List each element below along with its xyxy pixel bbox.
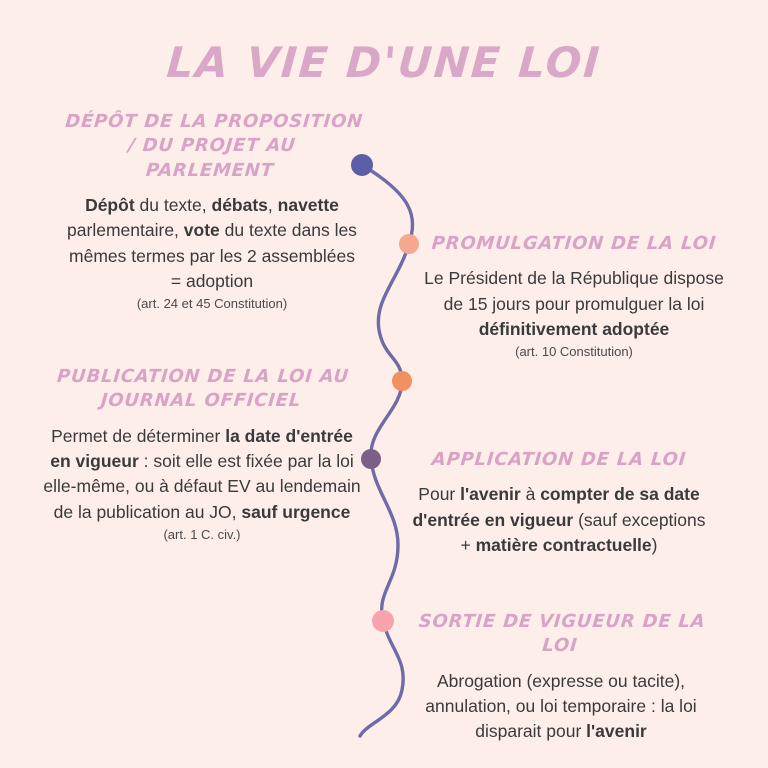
step-promulgation-heading: PROMULGATION DE LA LOI	[430, 233, 718, 254]
step-sortie	[406, 610, 716, 745]
step-depot-heading: DÉPÔT DE LA PROPOSITION / DU PROJET AU PARLEMENT	[64, 111, 364, 181]
step-depot-body: Dépôt du texte, débats, navette parlementaire, vote du texte dans les mêmes termes par les 2 assemblées = adoption	[67, 194, 357, 292]
step-application	[406, 448, 712, 558]
step-publication	[42, 365, 362, 542]
step-sortie-body: Abrogation (expresse ou tacite), annulation, ou loi temporaire : la loi disparait pour l'avenir	[425, 670, 697, 742]
dot-sortie-icon	[372, 610, 394, 632]
dot-publication-icon	[392, 371, 412, 391]
step-promulgation	[424, 232, 724, 359]
step-publication-reference: (art. 1 C. civ.)	[163, 527, 241, 543]
step-depot	[62, 110, 362, 311]
step-application-body: Pour l'avenir à compter de sa date d'entrée en vigueur (sauf exceptions + matière contractuelle)	[412, 484, 706, 556]
dot-application-icon	[361, 449, 381, 469]
step-publication-heading: PUBLICATION DE LA LOI AU JOURNAL OFFICIEL	[56, 366, 351, 412]
step-application-heading: APPLICATION DE LA LOI	[430, 449, 688, 470]
step-promulgation-reference: (art. 10 Constitution)	[515, 344, 633, 360]
page-title: LA VIE D'UNE LOI	[165, 38, 603, 87]
step-sortie-heading: SORTIE DE VIGUEUR DE LA LOI	[417, 611, 707, 657]
step-promulgation-body: Le Président de la République dispose de 15 jours pour promulguer la loi définitivement adoptée	[424, 268, 724, 340]
dot-promulgation-icon	[399, 234, 419, 254]
step-depot-reference: (art. 24 et 45 Constitution)	[136, 296, 288, 312]
step-publication-body: Permet de déterminer la date d'entrée en vigueur : soit elle est fixée par la loi elle-même, ou à défaut EV au lendemain de la publication au JO, sauf urgence	[43, 425, 361, 522]
